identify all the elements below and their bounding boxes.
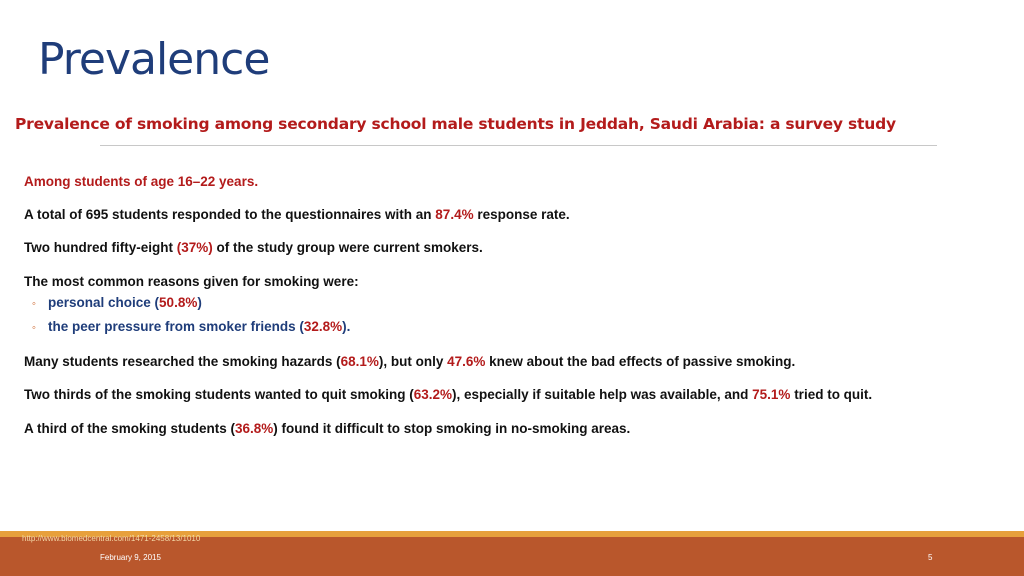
value: 47.6%: [447, 354, 486, 369]
paragraph-response-rate: [24, 207, 570, 222]
text: knew about the bad effects of passive smoking.: [485, 354, 796, 369]
value: 63.2%: [413, 387, 453, 402]
text: Two thirds of the smoking students wanted to quit smoking (: [24, 387, 414, 402]
text: ): [197, 295, 202, 310]
paragraph-current-smokers: [24, 240, 483, 255]
text: of the study group were current smokers.: [212, 240, 483, 255]
page-number: 5: [928, 553, 933, 562]
bullet-icon: ◦: [32, 322, 36, 334]
text: ) found it difficult to stop smoking in no-smoking areas.: [273, 421, 631, 436]
divider: [100, 145, 937, 146]
slide-title: Prevalence: [38, 34, 270, 85]
text: Two hundred fifty-eight: [24, 240, 177, 255]
text: A total of 695 students responded to the questionnaires with an: [24, 207, 436, 222]
paragraph-reasons: The most common reasons given for smoking were:: [24, 274, 359, 289]
text: personal choice (: [48, 295, 160, 310]
text: Many students researched the smoking hazards (: [24, 354, 341, 369]
value: 68.1%: [340, 354, 379, 369]
footer-date: February 9, 2015: [100, 553, 161, 562]
age-line: Among students of age 16–22 years.: [24, 174, 259, 189]
text: ), but only: [378, 354, 448, 369]
text: the peer pressure from smoker friends (: [48, 319, 304, 334]
text: tried to quit.: [790, 387, 873, 402]
slide-subtitle: Prevalence of smoking among secondary school male students in Jeddah, Saudi Arabia: a survey study: [15, 115, 896, 133]
value: 36.8%: [235, 421, 274, 436]
text: response rate.: [473, 207, 570, 222]
value: 75.1%: [752, 387, 791, 402]
text: ).: [342, 319, 351, 334]
paragraph-hazards: [24, 354, 795, 369]
value: 32.8%: [303, 319, 343, 334]
value: (37%): [176, 240, 213, 255]
paragraph-quit: [24, 387, 872, 402]
bullet-item: [32, 319, 350, 334]
value: 50.8%: [159, 295, 198, 310]
paragraph-no-smoking-areas: [24, 421, 630, 436]
source-link[interactable]: http://www.biomedcentral.com/1471-2458/13/1010: [22, 534, 201, 543]
bullet-icon: ◦: [32, 298, 36, 310]
value: 87.4%: [435, 207, 474, 222]
text: ), especially if suitable help was available, and: [452, 387, 753, 402]
text: A third of the smoking students (: [24, 421, 235, 436]
bullet-item: [32, 295, 202, 310]
